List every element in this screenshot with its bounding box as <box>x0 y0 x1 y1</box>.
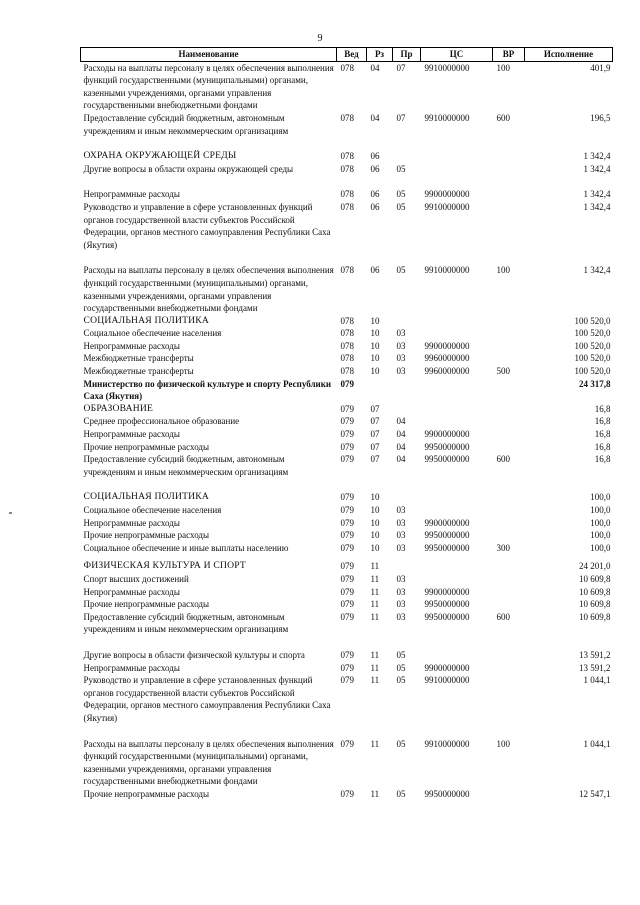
cell-sum: 100 520,0 <box>574 353 611 364</box>
cell-rz: 10 <box>370 315 380 326</box>
cell-rz: 10 <box>370 366 380 377</box>
cell-rz: 06 <box>370 201 380 212</box>
cell-rz: 10 <box>370 517 380 528</box>
cell-rz: 04 <box>370 112 380 123</box>
col-header-sum: Исполнение <box>525 48 613 62</box>
table-row <box>81 61 613 112</box>
cell-ved: 079 <box>340 416 354 427</box>
cell-sum: 100,0 <box>590 530 611 541</box>
cell-cs <box>421 415 493 428</box>
ministry-row <box>81 378 613 403</box>
cell-pr: 03 <box>396 573 406 584</box>
cell-vr <box>493 573 525 586</box>
cell-rz: 10 <box>370 530 380 541</box>
cell-rz: 11 <box>370 573 380 584</box>
cell-vr <box>493 315 525 328</box>
spacer-row <box>81 725 613 738</box>
cell-vr <box>493 150 525 163</box>
cell-ved: 079 <box>340 662 354 673</box>
cell-cs <box>421 378 493 403</box>
cell-rz: 07 <box>370 441 380 452</box>
header-row <box>81 48 613 62</box>
spacer-cell <box>81 725 613 738</box>
spacer-cell <box>81 175 613 188</box>
cell-pr: 07 <box>396 112 406 123</box>
section-row <box>81 403 613 416</box>
cell-sum: 16,8 <box>594 454 611 465</box>
cell-pr <box>393 315 421 328</box>
cell-rz: 04 <box>370 62 380 73</box>
table-row <box>81 112 613 137</box>
table-row <box>81 201 613 251</box>
cell-cs: 9900000000 <box>424 429 470 440</box>
cell-rz: 07 <box>370 416 380 427</box>
cell-name: Спорт высших достижений <box>83 573 189 584</box>
cell-ved: 079 <box>340 561 354 572</box>
cell-name: Другие вопросы в области физической культуры и спорта <box>83 649 305 660</box>
spacer-cell <box>81 478 613 491</box>
table-row <box>81 163 613 176</box>
col-header-rz: Рз <box>367 48 393 62</box>
cell-cs: 9910000000 <box>424 112 470 123</box>
section-row <box>81 315 613 328</box>
cell-rz: 06 <box>370 189 380 200</box>
cell-name: Предоставление субсидий бюджетным, автономным учреждениям и иным некоммерческим организациям <box>83 112 289 136</box>
cell-cs <box>421 150 493 163</box>
budget-execution-table <box>80 47 613 800</box>
cell-name: Социальное обеспечение населения <box>83 328 222 339</box>
cell-sum: 401,9 <box>590 62 611 73</box>
cell-ved: 079 <box>340 573 354 584</box>
cell-name: Министерство по физической культуре и спорту Республики Саха (Якутия) <box>83 378 332 402</box>
cell-sum: 16,8 <box>594 416 611 427</box>
cell-vr <box>493 378 525 403</box>
cell-ved: 078 <box>340 328 354 339</box>
cell-ved: 079 <box>340 378 354 389</box>
cell-rz: 10 <box>370 328 380 339</box>
cell-sum: 13 591,2 <box>579 649 611 660</box>
table-row <box>81 598 613 611</box>
cell-cs: 9900000000 <box>424 189 470 200</box>
spacer-row <box>81 137 613 150</box>
cell-ved: 079 <box>340 530 354 541</box>
cell-ved: 079 <box>340 505 354 515</box>
cell-pr: 05 <box>396 163 406 174</box>
cell-vr: 600 <box>496 454 510 465</box>
spacer-row <box>81 175 613 188</box>
cell-sum: 16,8 <box>594 429 611 440</box>
cell-rz: 11 <box>370 561 380 572</box>
cell-rz: 10 <box>370 353 380 364</box>
table-row <box>81 504 613 517</box>
cell-cs: 9950000000 <box>424 599 470 610</box>
cell-vr: 300 <box>496 542 510 553</box>
cell-vr <box>493 352 525 365</box>
cell-name: Расходы на выплаты персоналу в целях обеспечения выполнения функций государственными (муниципальными) органами, казенными учреждениями, органами управления государственными внебюджетными фондами <box>83 265 334 314</box>
cell-pr: 05 <box>396 675 406 686</box>
cell-vr <box>493 649 525 662</box>
section-row <box>81 150 613 163</box>
cell-cs: 9900000000 <box>424 586 470 597</box>
cell-pr: 04 <box>396 454 406 465</box>
table-row <box>81 428 613 441</box>
cell-name: ОБРАЗОВАНИЕ <box>83 402 154 414</box>
cell-vr <box>493 327 525 340</box>
cell-vr: 600 <box>496 611 510 622</box>
cell-cs <box>421 491 493 504</box>
cell-vr <box>493 441 525 454</box>
cell-sum: 10 609,8 <box>579 573 611 584</box>
cell-cs: 9950000000 <box>424 788 470 799</box>
cell-pr: 03 <box>396 599 406 610</box>
table-header <box>81 48 613 62</box>
cell-vr <box>493 662 525 675</box>
cell-vr: 100 <box>496 62 510 73</box>
cell-cs: 9960000000 <box>424 366 470 377</box>
table-row <box>81 517 613 530</box>
table-row <box>81 327 613 340</box>
cell-cs: 9910000000 <box>424 675 470 686</box>
cell-name: Социальное обеспечение и иные выплаты населению <box>83 542 289 553</box>
cell-pr: 03 <box>396 586 406 597</box>
cell-ved: 079 <box>340 788 354 799</box>
cell-name: Руководство и управление в сфере установленных функций органов государственной власти субъектов Российской Федерации, органов местного самоуправления Республики Саха (Якутия) <box>83 201 331 250</box>
cell-cs: 9910000000 <box>424 62 470 73</box>
cell-vr <box>493 517 525 530</box>
cell-cs: 9900000000 <box>424 662 470 673</box>
cell-sum: 10 609,8 <box>579 611 611 622</box>
cell-name: Прочие непрограммные расходы <box>83 530 210 541</box>
cell-sum: 10 609,8 <box>579 599 611 610</box>
spacer-row <box>81 251 613 264</box>
cell-name: Непрограммные расходы <box>83 189 180 200</box>
spacer-cell <box>81 137 613 150</box>
cell-pr: 07 <box>396 62 406 73</box>
cell-ved: 079 <box>340 675 354 686</box>
cell-pr <box>393 560 421 573</box>
cell-cs <box>421 649 493 662</box>
cell-ved: 079 <box>340 599 354 610</box>
cell-name: Непрограммные расходы <box>83 517 180 528</box>
cell-cs <box>421 315 493 328</box>
col-header-ved: Вед <box>337 48 367 62</box>
col-header-cs: ЦС <box>421 48 493 62</box>
cell-vr <box>493 598 525 611</box>
cell-ved: 079 <box>340 586 354 597</box>
cell-name: Среднее профессиональное образование <box>83 416 240 427</box>
spacer-cell <box>81 251 613 264</box>
cell-vr: 500 <box>496 366 510 377</box>
cell-vr <box>493 415 525 428</box>
cell-ved: 078 <box>340 201 354 212</box>
cell-cs: 9910000000 <box>424 738 470 749</box>
cell-sum: 1 044,1 <box>583 675 611 686</box>
cell-ved: 078 <box>340 163 354 174</box>
table-row <box>81 662 613 675</box>
cell-vr <box>493 491 525 504</box>
cell-ved: 078 <box>340 315 354 326</box>
table-row <box>81 264 613 314</box>
cell-ved: 079 <box>340 403 354 414</box>
cell-pr: 05 <box>396 738 406 749</box>
cell-ved: 079 <box>340 441 354 452</box>
cell-sum: 1 342,4 <box>583 201 611 212</box>
cell-rz: 11 <box>370 675 380 686</box>
table-row <box>81 365 613 378</box>
cell-sum: 16,8 <box>594 441 611 452</box>
cell-pr: 03 <box>396 353 406 364</box>
cell-ved: 079 <box>340 517 354 528</box>
table-row <box>81 788 613 801</box>
cell-ved: 079 <box>340 542 354 553</box>
table-row <box>81 542 613 555</box>
cell-pr: 03 <box>396 517 406 528</box>
cell-sum: 100,0 <box>590 542 611 553</box>
cell-sum: 1 342,4 <box>583 265 611 276</box>
cell-rz: 11 <box>370 611 380 622</box>
table-row <box>81 453 613 478</box>
cell-cs: 9910000000 <box>424 201 470 212</box>
cell-pr: 03 <box>396 340 406 351</box>
cell-rz: 10 <box>370 492 380 503</box>
cell-rz: 07 <box>370 403 380 414</box>
cell-pr: 03 <box>396 542 406 553</box>
cell-sum: 100 520,0 <box>574 340 611 351</box>
cell-sum: 1 342,4 <box>583 151 611 162</box>
cell-vr <box>493 403 525 416</box>
cell-vr <box>493 188 525 201</box>
cell-name: Предоставление субсидий бюджетным, автономным учреждениям и иным некоммерческим организациям <box>83 611 289 635</box>
cell-pr: 03 <box>396 530 406 541</box>
cell-pr: 05 <box>396 662 406 673</box>
cell-sum: 100,0 <box>590 492 611 503</box>
cell-name: СОЦИАЛЬНАЯ ПОЛИТИКА <box>83 314 210 326</box>
cell-ved: 079 <box>340 738 354 749</box>
cell-pr: 03 <box>396 611 406 622</box>
cell-rz: 10 <box>370 505 380 515</box>
cell-cs <box>421 403 493 416</box>
cell-ved: 078 <box>340 151 354 162</box>
cell-name: Непрограммные расходы <box>83 662 180 673</box>
cell-vr <box>493 674 525 724</box>
section-row <box>81 560 613 573</box>
table-row <box>81 529 613 542</box>
cell-rz: 06 <box>370 151 380 162</box>
table-row <box>81 188 613 201</box>
cell-rz: 11 <box>370 599 380 610</box>
cell-sum: 100,0 <box>590 517 611 528</box>
cell-name: ОХРАНА ОКРУЖАЮЩЕЙ СРЕДЫ <box>83 150 237 162</box>
cell-ved: 078 <box>340 265 354 276</box>
cell-vr <box>493 529 525 542</box>
cell-rz <box>367 378 393 403</box>
table-row <box>81 573 613 586</box>
cell-cs <box>421 327 493 340</box>
spacer-row <box>81 478 613 491</box>
cell-cs: 9950000000 <box>424 611 470 622</box>
cell-name: Непрограммные расходы <box>83 340 180 351</box>
cell-name: Прочие непрограммные расходы <box>83 441 210 452</box>
cell-cs: 9950000000 <box>424 530 470 541</box>
cell-name: Предоставление субсидий бюджетным, автономным учреждениям и иным некоммерческим организациям <box>83 454 289 477</box>
cell-name: Прочие непрограммные расходы <box>83 599 210 610</box>
cell-cs <box>421 504 493 517</box>
cell-name: ФИЗИЧЕСКАЯ КУЛЬТУРА И СПОРТ <box>83 560 246 572</box>
cell-vr <box>493 340 525 353</box>
cell-cs: 9900000000 <box>424 340 470 351</box>
cell-sum: 24 317,8 <box>579 378 611 389</box>
table-row <box>81 586 613 599</box>
cell-sum: 1 342,4 <box>583 163 611 174</box>
cell-name: Расходы на выплаты персоналу в целях обеспечения выполнения функций государственными (муниципальными) органами, казенными учреждениями, органами управления государственными внебюджетными фондами <box>83 62 334 111</box>
cell-vr <box>493 201 525 251</box>
cell-ved: 078 <box>340 189 354 200</box>
cell-name: Другие вопросы в области охраны окружающей среды <box>83 163 294 174</box>
cell-vr <box>493 788 525 801</box>
cell-pr <box>393 378 421 403</box>
cell-name: Межбюджетные трансферты <box>83 366 194 377</box>
cell-name: Межбюджетные трансферты <box>83 353 194 364</box>
cell-pr: 05 <box>396 189 406 200</box>
col-header-vr: ВР <box>493 48 525 62</box>
table-row <box>81 415 613 428</box>
cell-name: Прочие непрограммные расходы <box>83 788 210 799</box>
cell-ved: 078 <box>340 112 354 123</box>
cell-sum: 24 201,0 <box>579 561 611 572</box>
cell-name: Руководство и управление в сфере установленных функций органов государственной власти субъектов Российской Федерации, органов местного самоуправления Республики Саха (Якутия) <box>83 675 331 723</box>
spacer-cell <box>81 636 613 649</box>
table-row <box>81 611 613 636</box>
table-row <box>81 738 613 788</box>
cell-cs: 9950000000 <box>424 542 470 553</box>
cell-sum: 1 342,4 <box>583 189 611 200</box>
cell-name: Непрограммные расходы <box>83 586 180 597</box>
cell-pr: 05 <box>396 788 406 799</box>
cell-pr: 04 <box>396 416 406 427</box>
cell-rz: 10 <box>370 542 380 553</box>
table-row <box>81 340 613 353</box>
cell-cs <box>421 560 493 573</box>
cell-sum: 100 520,0 <box>574 315 611 326</box>
cell-vr: 600 <box>496 112 510 123</box>
cell-cs: 9900000000 <box>424 517 470 528</box>
cell-name: Непрограммные расходы <box>83 429 180 440</box>
cell-sum: 1 044,1 <box>583 738 611 749</box>
cell-pr <box>393 403 421 416</box>
cell-pr: 05 <box>396 265 406 276</box>
cell-rz: 06 <box>370 265 380 276</box>
cell-ved: 079 <box>340 649 354 660</box>
cell-rz: 11 <box>370 738 380 749</box>
cell-rz: 11 <box>370 649 380 660</box>
cell-cs: 9960000000 <box>424 353 470 364</box>
cell-pr <box>393 150 421 163</box>
col-header-name: Наименование <box>81 48 337 62</box>
cell-sum: 10 609,8 <box>579 586 611 597</box>
cell-vr <box>493 428 525 441</box>
cell-sum: 100 520,0 <box>574 328 611 339</box>
table-row <box>81 441 613 454</box>
table-row <box>81 674 613 724</box>
cell-rz: 10 <box>370 340 380 351</box>
cell-name: Социальное обеспечение населения <box>83 505 222 515</box>
cell-name: Расходы на выплаты персоналу в целях обеспечения выполнения функций государственными (муниципальными) органами, казенными учреждениями, органами управления государственными внебюджетными фондами <box>83 738 334 787</box>
cell-cs: 9950000000 <box>424 454 470 465</box>
cell-pr: 05 <box>396 201 406 212</box>
table-row <box>81 649 613 662</box>
cell-vr <box>493 560 525 573</box>
cell-vr <box>493 504 525 517</box>
cell-rz: 07 <box>370 429 380 440</box>
cell-vr: 100 <box>496 738 510 749</box>
cell-ved: 078 <box>340 353 354 364</box>
cell-sum: 100 520,0 <box>574 366 611 377</box>
cell-cs: 9950000000 <box>424 441 470 452</box>
cell-sum: 16,8 <box>594 403 611 414</box>
page-number: 9 <box>317 33 323 44</box>
cell-pr: 03 <box>396 505 406 515</box>
cell-ved: 079 <box>340 492 354 503</box>
cell-ved: 078 <box>340 62 354 73</box>
cell-cs: 9910000000 <box>424 265 470 276</box>
cell-sum: 12 547,1 <box>579 788 611 799</box>
cell-name: СОЦИАЛЬНАЯ ПОЛИТИКА <box>83 491 210 503</box>
cell-ved: 079 <box>340 454 354 465</box>
cell-sum: 100,0 <box>590 505 611 515</box>
margin-mark <box>9 512 12 514</box>
spacer-row <box>81 636 613 649</box>
cell-pr <box>393 491 421 504</box>
cell-rz: 07 <box>370 454 380 465</box>
cell-ved: 079 <box>340 429 354 440</box>
cell-vr <box>493 586 525 599</box>
cell-rz: 11 <box>370 662 380 673</box>
table-row <box>81 352 613 365</box>
cell-pr: 04 <box>396 429 406 440</box>
cell-pr: 05 <box>396 649 406 660</box>
cell-pr: 04 <box>396 441 406 452</box>
col-header-pr: Пр <box>393 48 421 62</box>
cell-cs <box>421 163 493 176</box>
cell-rz: 06 <box>370 163 380 174</box>
section-row <box>81 491 613 504</box>
cell-sum: 13 591,2 <box>579 662 611 673</box>
cell-pr: 03 <box>396 328 406 339</box>
cell-rz: 11 <box>370 788 380 799</box>
cell-sum: 196,5 <box>590 112 611 123</box>
cell-pr: 03 <box>396 366 406 377</box>
table-body <box>81 61 613 800</box>
cell-vr: 100 <box>496 265 510 276</box>
cell-ved: 079 <box>340 611 354 622</box>
cell-ved: 078 <box>340 340 354 351</box>
cell-rz: 11 <box>370 586 380 597</box>
cell-ved: 078 <box>340 366 354 377</box>
cell-cs <box>421 573 493 586</box>
cell-vr <box>493 163 525 176</box>
